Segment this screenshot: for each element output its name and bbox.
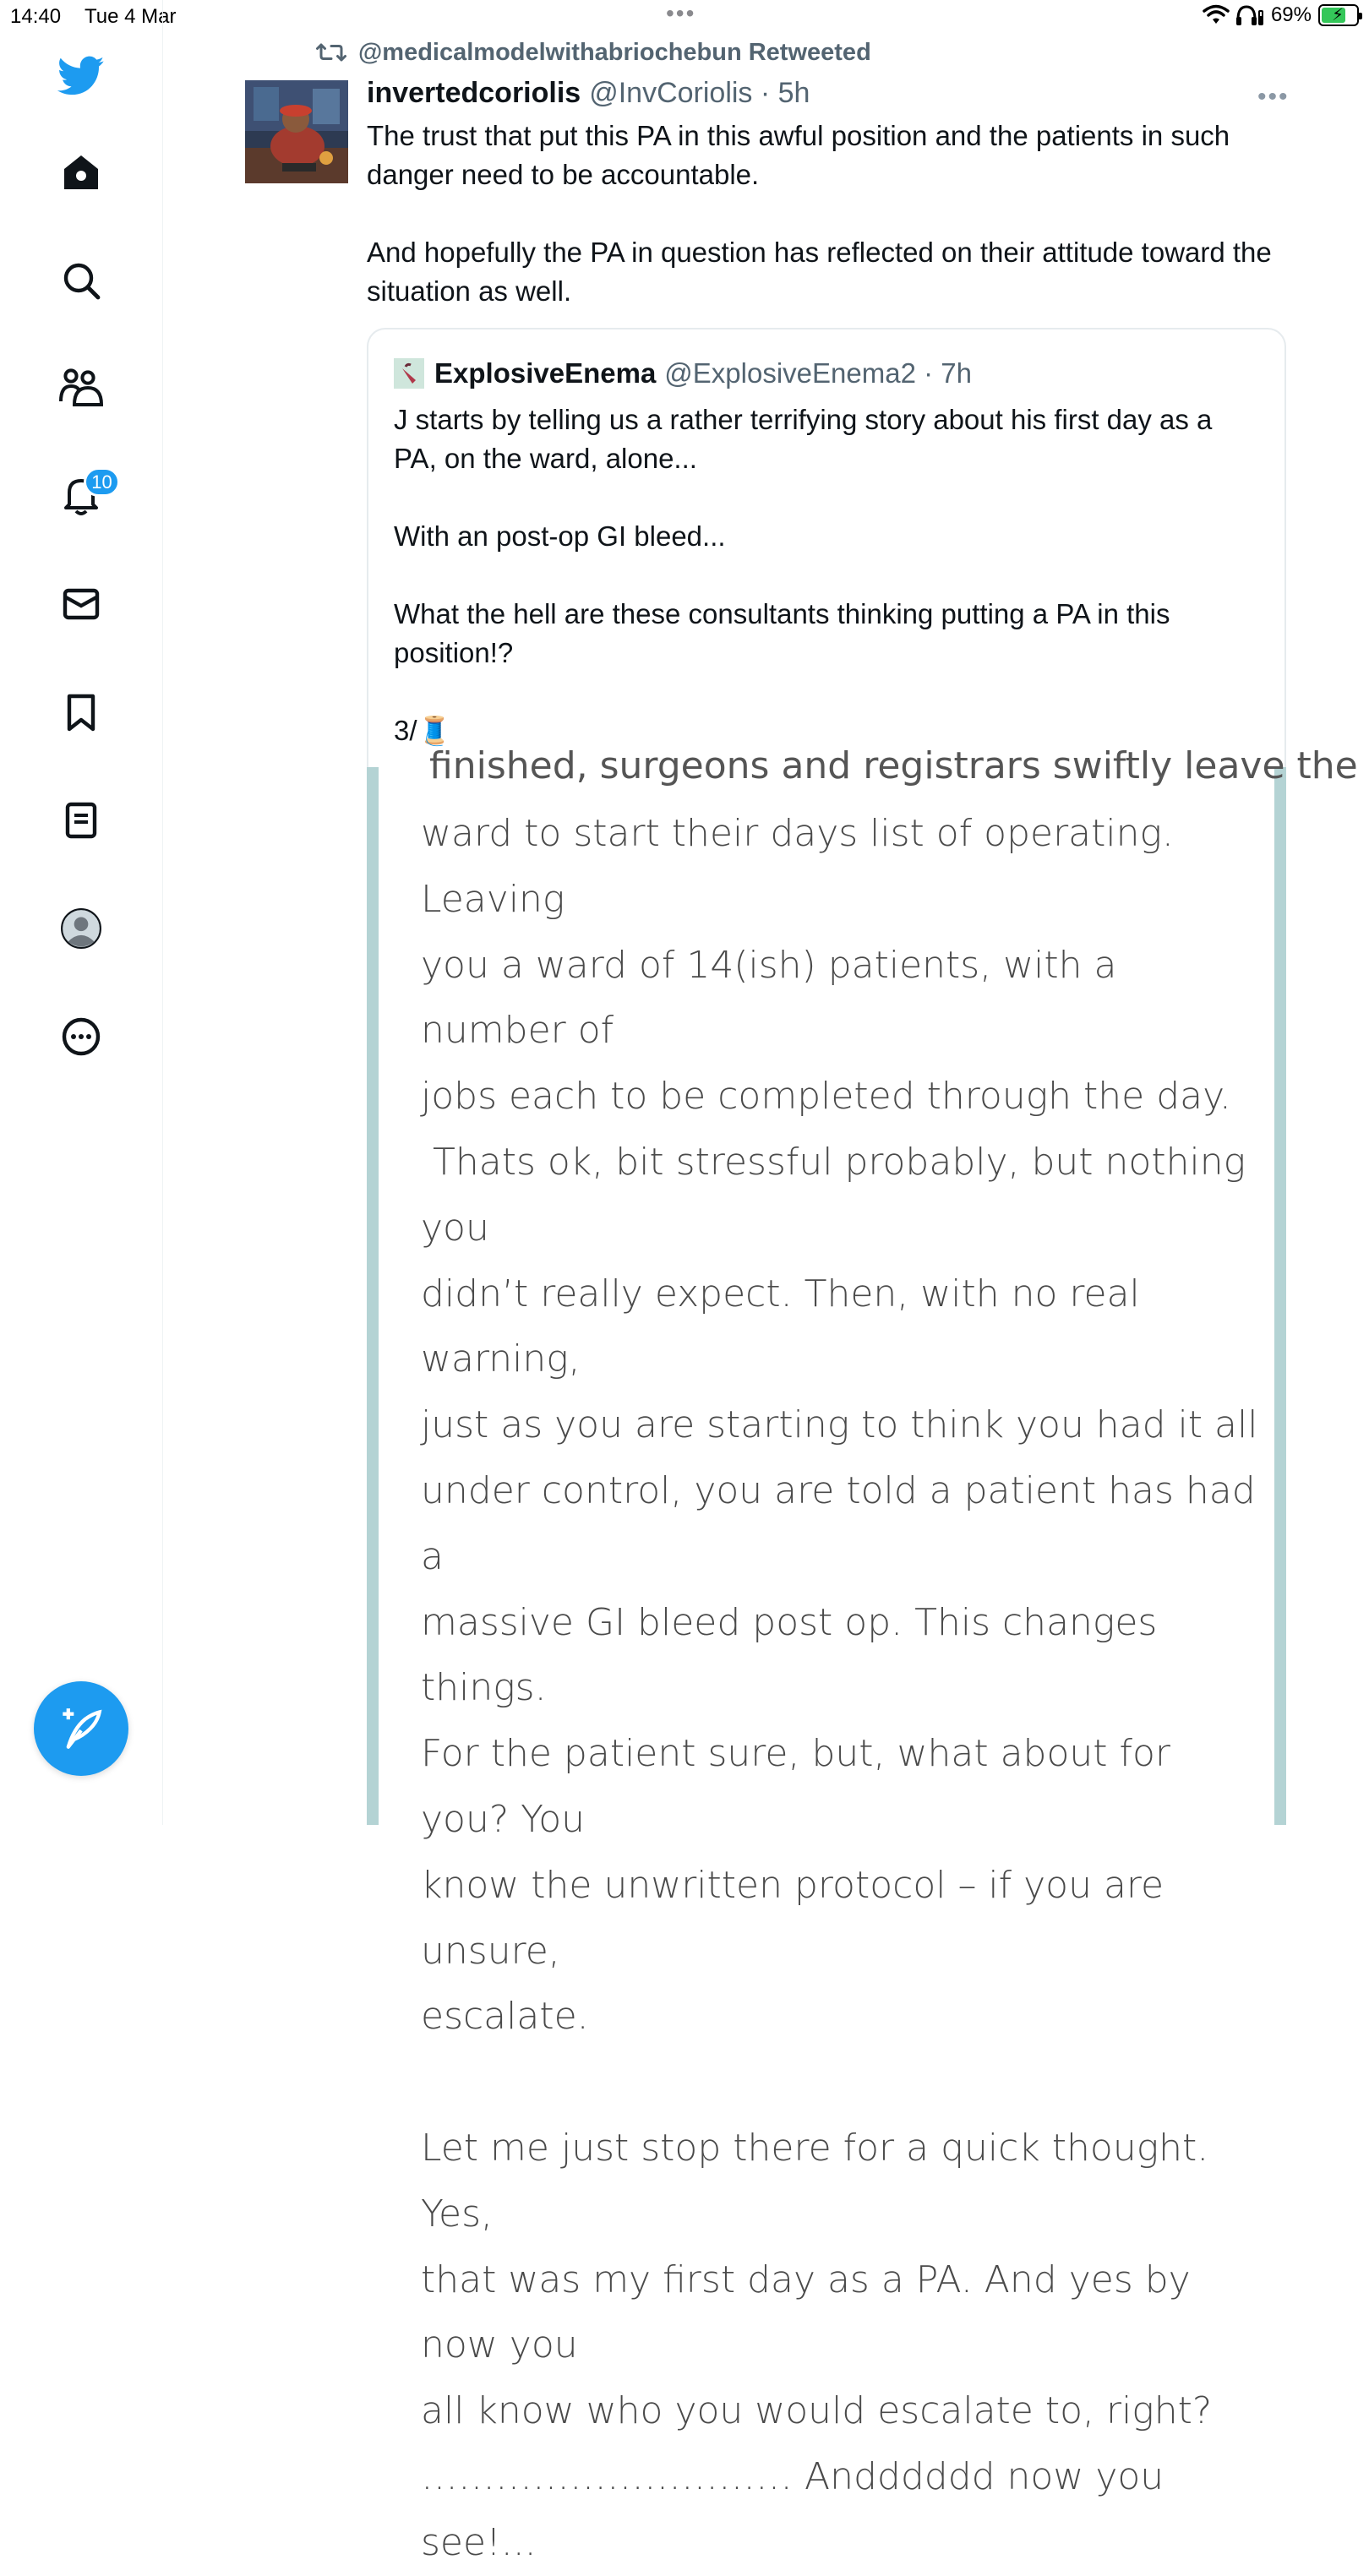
quoted-tweet-header [394,355,972,392]
author-handle-time[interactable]: @InvCoriolis · 5h [589,76,810,109]
image-document-text: ward to start their days list of operating. Leaving you a ward of 14(ish) patients, with a number of jobs each to be completed through the day. Thats ok, bit stressful probably, but nothing you didn’t really expect. Then, with no real warning, just as you are starting to think you had it all under control, you are told a patient has had a massive GI bleed post op. This changes things. For the patient sure, but, what about for you? You know the unwritten protocol – if you are unsure, escalate. Let me just stop there for a quick thought. Yes, that was my first day as a PA. And yes by now you all know who you would escalate to, right? ………………………… Andddddd now you see!... [421,812,1258,2564]
tweet-header [367,74,810,112]
lists-icon[interactable] [54,793,108,847]
quoted-tweet-card[interactable] [367,328,1286,767]
wifi-icon [1203,5,1229,25]
retweet-icon [316,41,346,64]
author-name[interactable]: invertedcoriolis [367,76,581,109]
compose-tweet-button[interactable] [34,1681,128,1776]
quoted-author-handle-time: @ExplosiveEnema2 · 7h [664,357,972,389]
multitasking-dots-icon[interactable]: ••• [666,0,696,26]
more-icon[interactable] [54,1010,108,1064]
home-icon[interactable] [54,145,108,199]
status-time: 14:40 [10,5,62,28]
communities-icon[interactable] [54,361,108,415]
sidebar [0,0,163,1825]
headphones-icon [1235,4,1264,26]
battery-percent: 69% [1270,3,1312,26]
tweet-more-options-icon[interactable]: ••• [1257,83,1290,111]
profile-icon[interactable] [54,901,108,956]
quoted-author-name: ExplosiveEnema [434,357,657,389]
retweet-indicator [316,35,871,69]
quoted-tweet-image[interactable] [367,744,1358,2564]
status-date: Tue 4 Mar [85,5,177,28]
status-bar [0,0,1369,35]
quoted-author-avatar [394,358,424,389]
retweeted-by-text[interactable]: @medicalmodelwithabriochebun Retweeted [358,38,871,66]
bookmarks-icon[interactable] [54,685,108,739]
author-avatar[interactable] [245,80,348,183]
status-right [1203,3,1359,27]
twitter-logo-icon[interactable] [54,49,108,103]
notification-badge: 10 [84,467,120,497]
search-icon[interactable] [54,253,108,308]
tweet-text: The trust that put this PA in this awful position and the patients in such danger need to be accountable. And hopefully the PA in question has reflected on their attitude toward the situation as well. [367,120,1272,307]
battery-icon: ⚡ [1318,4,1359,26]
messages-icon[interactable] [54,577,108,631]
image-text-cut-line: finished, surgeons and registrars swiftly leave the [429,744,1358,787]
compose-feather-icon [59,1707,103,1751]
quoted-tweet-text: J starts by telling us a rather terrifying story about his first day as a PA, on the ward, alone... With an post-op GI bleed... What the hell are these consultants thinking putting a PA in this position!? 3/🧵 [394,404,1213,746]
